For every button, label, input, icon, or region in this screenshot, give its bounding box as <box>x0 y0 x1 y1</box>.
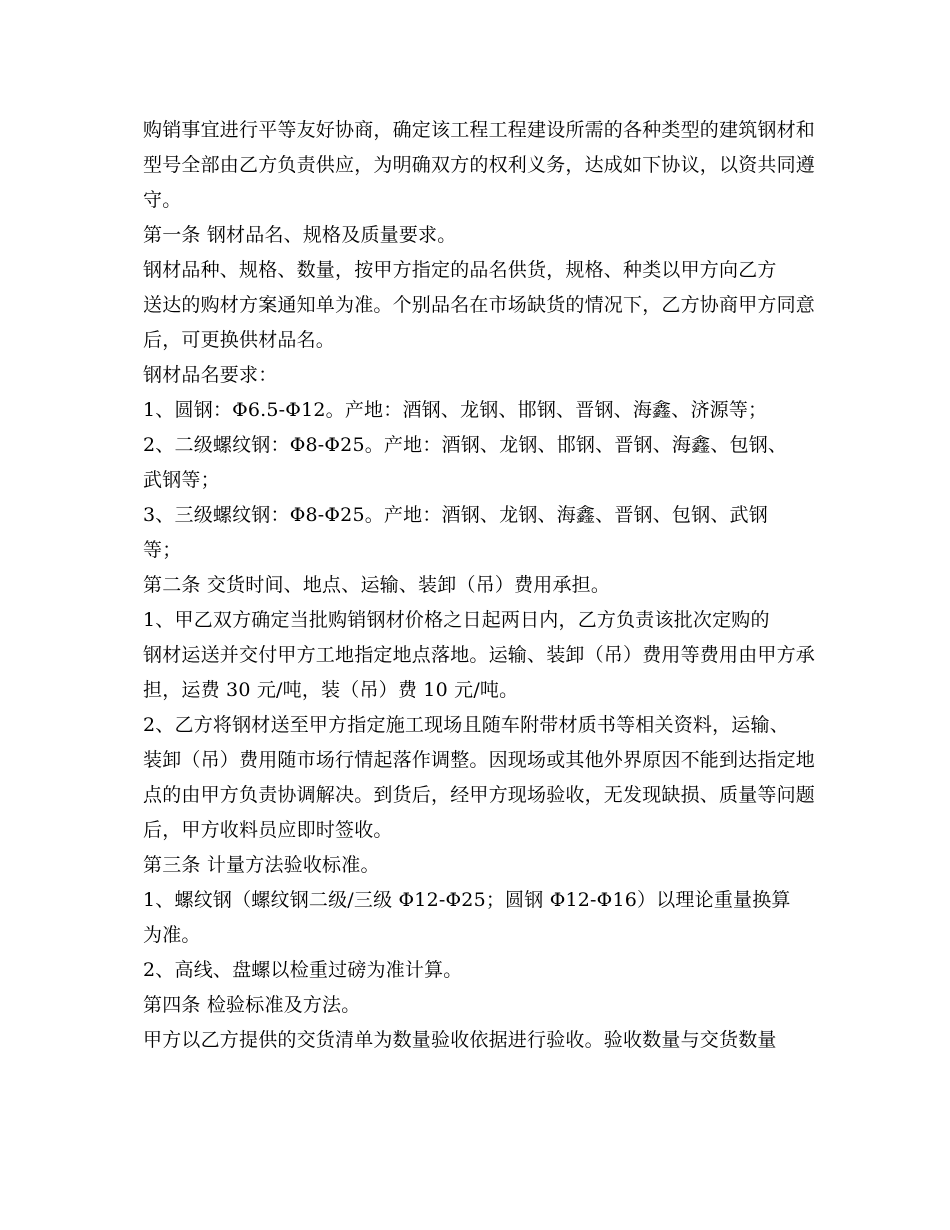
section-heading: 第三条 计量方法验收标准。 <box>143 854 380 876</box>
text-line: 后，可更换供材品名。 <box>143 329 336 351</box>
text-line: 送达的购材方案通知单为准。个别品名在市场缺货的情况下，乙方协商甲方同意 <box>143 294 816 316</box>
text-line: 钢材运送并交付甲方工地指定地点落地。运输、装卸（吊）费用等费用由甲方承 <box>143 644 816 666</box>
text-line: 等； <box>143 539 182 561</box>
text-line: 武钢等； <box>143 469 220 491</box>
list-item: 2、乙方将钢材送至甲方指定施工现场且随车附带材质书等相关资料，运输、 <box>143 714 789 736</box>
list-item: 1、甲乙双方确定当批购销钢材价格之日起两日内，乙方负责该批次定购的 <box>143 609 770 631</box>
text-line: 为准。 <box>143 924 201 946</box>
text-line: 装卸（吊）费用随市场行情起落作调整。因现场或其他外界原因不能到达指定地 <box>143 749 816 771</box>
text-line: 甲方以乙方提供的交货清单为数量验收依据进行验收。验收数量与交货数量 <box>143 1029 777 1051</box>
text-line: 购销事宜进行平等友好协商，确定该工程工程建设所需的各种类型的建筑钢材和 <box>143 119 816 141</box>
text-line: 钢材品名要求： <box>143 364 278 386</box>
section-heading: 第一条 钢材品名、规格及质量要求。 <box>143 224 457 246</box>
text-line: 点的由甲方负责协调解决。到货后，经甲方现场验收，无发现缺损、质量等问题 <box>143 784 816 806</box>
section-heading: 第二条 交货时间、地点、运输、装卸（吊）费用承担。 <box>143 574 611 596</box>
text-line: 守。 <box>143 189 182 211</box>
list-item: 3、三级螺纹钢：Φ8-Φ25。产地：酒钢、龙钢、海鑫、晋钢、包钢、武钢 <box>143 504 768 526</box>
text-line: 后，甲方收料员应即时签收。 <box>143 819 393 841</box>
list-item: 2、二级螺纹钢：Φ8-Φ25。产地：酒钢、龙钢、邯钢、晋钢、海鑫、包钢、 <box>143 434 788 456</box>
list-item: 2、高线、盘螺以检重过磅为准计算。 <box>143 959 463 981</box>
text-line: 担，运费 30 元/吨，装（吊）费 10 元/吨。 <box>143 679 519 701</box>
list-item: 1、螺纹钢（螺纹钢二级/三级 Φ12-Φ25；圆钢 Φ12-Φ16）以理论重量换算 <box>143 889 791 911</box>
section-heading: 第四条 检验标准及方法。 <box>143 994 361 1016</box>
text-line: 型号全部由乙方负责供应，为明确双方的权利义务，达成如下协议，以资共同遵 <box>143 154 816 176</box>
list-item: 1、圆钢：Φ6.5-Φ12。产地：酒钢、龙钢、邯钢、晋钢、海鑫、济源等； <box>143 399 768 421</box>
text-line: 钢材品种、规格、数量，按甲方指定的品名供货，规格、种类以甲方向乙方 <box>143 259 777 281</box>
